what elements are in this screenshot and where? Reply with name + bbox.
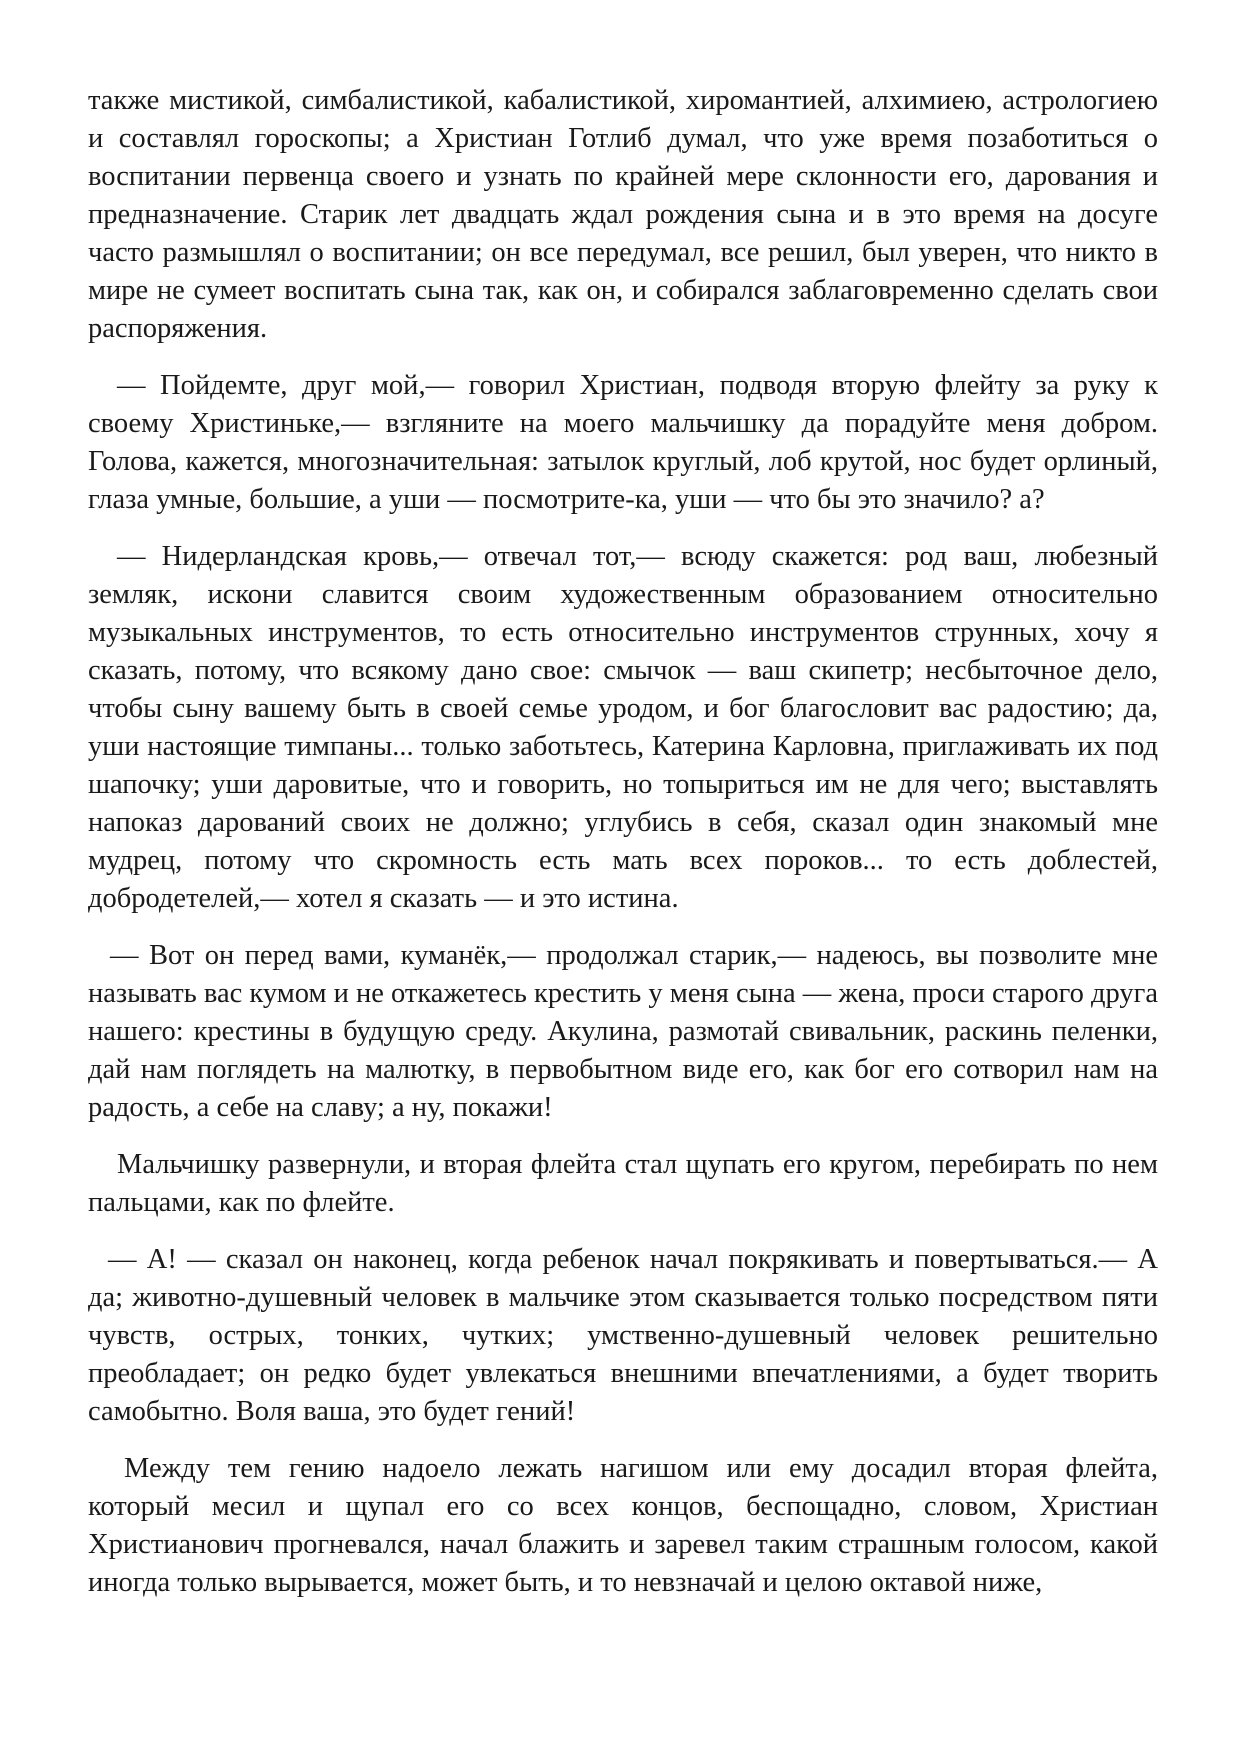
- paragraph-2: — Пойдемте, друг мой,— говорил Христиан, подводя вторую флейту за руку к своему Христиньке,— взгляните на моего мальчишку да порадуйте меня добром. Голова, кажется, многозначительная: затылок круглый, лоб крутой, нос будет орлиный, глаза умные, большие, а уши — посмотрите-ка, уши — что бы это значило? а?: [88, 370, 1158, 515]
- paragraph-6: — А! — сказал он наконец, когда ребенок начал покрякивать и повертываться.— А да; животно-душевный человек в мальчике этом сказывается только посредством пяти чувств, острых, тонких, чутких; умственно-душевный человек решительно преобладает; он редко будет увлекаться внешними впечатлениями, а будет творить самобытно. Воля ваша, это будет гений!: [88, 1244, 1158, 1427]
- paragraph-4: — Вот он перед вами, куманёк,— продолжал старик,— надеюсь, вы позволите мне называть вас кумом и не откажетесь крестить у меня сына — жена, проси старого друга нашего: крестины в будущую среду. Акулина, размотай свивальник, раскинь пеленки, дай нам поглядеть на малютку, в первобытном виде его, как бог его сотворил нам на радость, а себе на славу; а ну, покажи!: [88, 940, 1158, 1123]
- paragraph-3: — Нидерландская кровь,— отвечал тот,— всюду скажется: род ваш, любезный земляк, искони славится своим художественным образованием относительно музыкальных инструментов, то есть относительно инструментов струнных, хочу я сказать, потому, что всякому дано свое: смычок — ваш скипетр; несбыточное дело, чтобы сыну вашему быть в своей семье уродом, и бог благословит вас радостию; да, уши настоящие тимпаны... только заботьтесь, Катерина Карловна, приглаживать их под шапочку; уши даровитые, что и говорить, но топыриться им не для чего; выставлять напоказ дарований своих не должно; углубись в себя, сказал один знакомый мне мудрец, потому что скромность есть мать всех пороков... то есть доблестей, добродетелей,— хотел я сказать — и это истина.: [88, 541, 1158, 914]
- paragraph-5: Мальчишку развернули, и вторая флейта стал щупать его кругом, перебирать по нем пальцами, как по флейте.: [88, 1149, 1158, 1218]
- paragraph-1: также мистикой, симбалистикой, кабалистикой, хиромантией, алхимиею, астрологиею и составлял гороскопы; а Христиан Готлиб думал, что уже время позаботиться о воспитании первенца своего и узнать по крайней мере склонности его, дарования и предназначение. Старик лет двадцать ждал рождения сына и в это время на досуге часто размышлял о воспитании; он все передумал, все решил, был уверен, что никто в мире не сумеет воспитать сына так, как он, и собирался заблаговременно сделать свои распоряжения.: [88, 85, 1158, 344]
- paragraph-7: Между тем гению надоело лежать нагишом или ему досадил вторая флейта, который месил и щупал его со всех концов, беспощадно, словом, Христиан Христианович прогневался, начал блажить и заревел таким страшным голосом, какой иногда только вырывается, может быть, и то невзначай и целою октавой ниже,: [88, 1453, 1158, 1598]
- text-column: [88, 82, 1158, 1602]
